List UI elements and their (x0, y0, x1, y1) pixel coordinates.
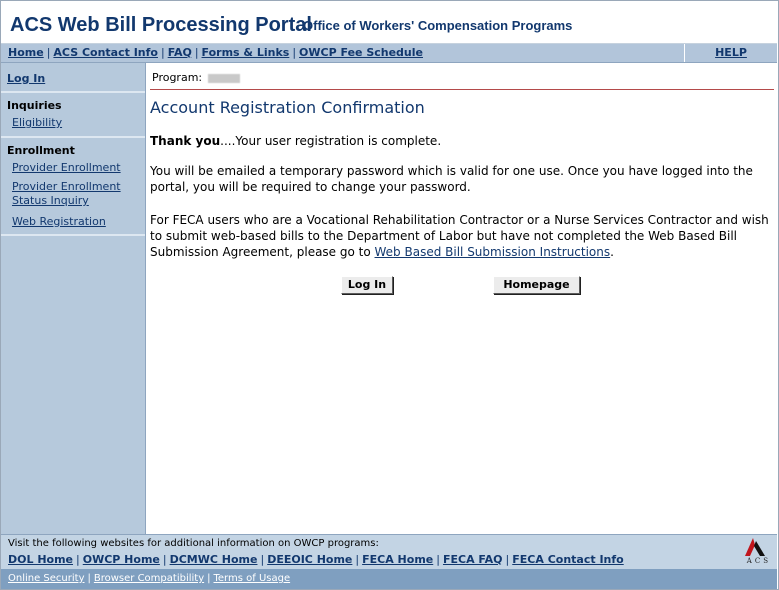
separator: | (355, 553, 360, 566)
footer-feca-contact-link[interactable]: FECA Contact Info (512, 553, 624, 566)
help-link[interactable]: HELP (715, 46, 747, 59)
program-value-redacted (208, 74, 240, 83)
footer-feca-faq-link[interactable]: FECA FAQ (442, 553, 503, 566)
sidebar-login-link[interactable]: Log In (7, 72, 46, 85)
separator: | (260, 553, 265, 566)
homepage-button[interactable]: Homepage (493, 276, 580, 294)
email-info-text: You will be emailed a temporary password which is valid for one use. Once you have logged into the portal, you will be required to change your password. (150, 164, 753, 194)
footer-owcp-home-link[interactable]: OWCP Home (82, 553, 160, 566)
portal-subtitle: Office of Workers' Compensation Programs (303, 18, 573, 33)
top-nav-links (8, 46, 423, 59)
footer-dol-home-link[interactable]: DOL Home (8, 553, 74, 566)
feca-info-text: For FECA users who are a Vocational Rehabilitation Contractor or a Nurse Services Contractor and wish to submit web-based bills to the Department of Labor but have not completed the Web Based Bill Submission Agreement, please go to (150, 213, 769, 259)
sidebar-inquiries-block (1, 93, 145, 138)
separator: | (76, 553, 80, 566)
bill-submission-instructions-link[interactable]: Web Based Bill Submission Instructions (374, 245, 611, 259)
sidebar-item-enrollment-status[interactable]: Provider Enrollment Status Inquiry (12, 180, 121, 207)
footer-bottom-bar (1, 569, 777, 589)
program-line (152, 71, 240, 84)
portal-title: ACS Web Bill Processing Portal (10, 14, 312, 36)
main-content (147, 63, 777, 534)
nav-faq-link[interactable]: FAQ (167, 46, 192, 59)
separator: | (162, 553, 167, 566)
terms-of-usage-link[interactable]: Terms of Usage (213, 573, 291, 584)
footer-links (8, 553, 624, 566)
footer-feca-home-link[interactable]: FECA Home (362, 553, 434, 566)
nav-forms-links-link[interactable]: Forms & Links (201, 46, 290, 59)
separator: | (194, 46, 199, 59)
acs-logo-text: ACS (746, 557, 771, 565)
top-nav (1, 44, 777, 63)
header (1, 1, 777, 44)
nav-fee-schedule-link[interactable]: OWCP Fee Schedule (299, 46, 423, 59)
thank-you-text: ....Your user registration is complete. (220, 134, 442, 148)
footer-bottom-links (8, 573, 290, 584)
sidebar-item-web-registration[interactable]: Web Registration (12, 215, 106, 228)
separator: | (436, 553, 440, 566)
sidebar-login-block (1, 63, 145, 93)
thank-you-bold: Thank you (150, 134, 221, 148)
separator: | (505, 553, 510, 566)
sidebar-heading-inquiries: Inquiries (7, 99, 62, 112)
nav-home-link[interactable]: Home (8, 46, 44, 59)
nav-acs-contact-link[interactable]: ACS Contact Info (53, 46, 158, 59)
sidebar-item-eligibility[interactable]: Eligibility (12, 116, 63, 129)
program-label: Program: (152, 71, 203, 84)
sidebar-enrollment-block (1, 138, 145, 236)
feca-info-paragraph (150, 212, 770, 260)
footer-links-bar (1, 534, 777, 569)
browser-compatibility-link[interactable]: Browser Compatibility (93, 573, 205, 584)
sidebar (1, 63, 146, 534)
footer-deeoic-home-link[interactable]: DEEOIC Home (267, 553, 353, 566)
divider (150, 89, 774, 90)
feca-info-end: . (610, 245, 614, 259)
page-title: Account Registration Confirmation (150, 98, 425, 117)
separator: | (292, 46, 297, 59)
separator: | (87, 573, 91, 584)
login-button[interactable]: Log In (341, 276, 393, 294)
footer-note: Visit the following websites for additional information on OWCP programs: (8, 538, 379, 549)
separator: | (207, 573, 211, 584)
separator: | (160, 46, 165, 59)
confirmation-message (150, 133, 770, 149)
separator: | (46, 46, 51, 59)
footer-dcmwc-home-link[interactable]: DCMWC Home (169, 553, 258, 566)
sidebar-item-provider-enrollment[interactable]: Provider Enrollment (12, 161, 121, 174)
online-security-link[interactable]: Online Security (8, 573, 85, 584)
help-cell (684, 44, 777, 62)
sidebar-heading-enrollment: Enrollment (7, 144, 75, 157)
